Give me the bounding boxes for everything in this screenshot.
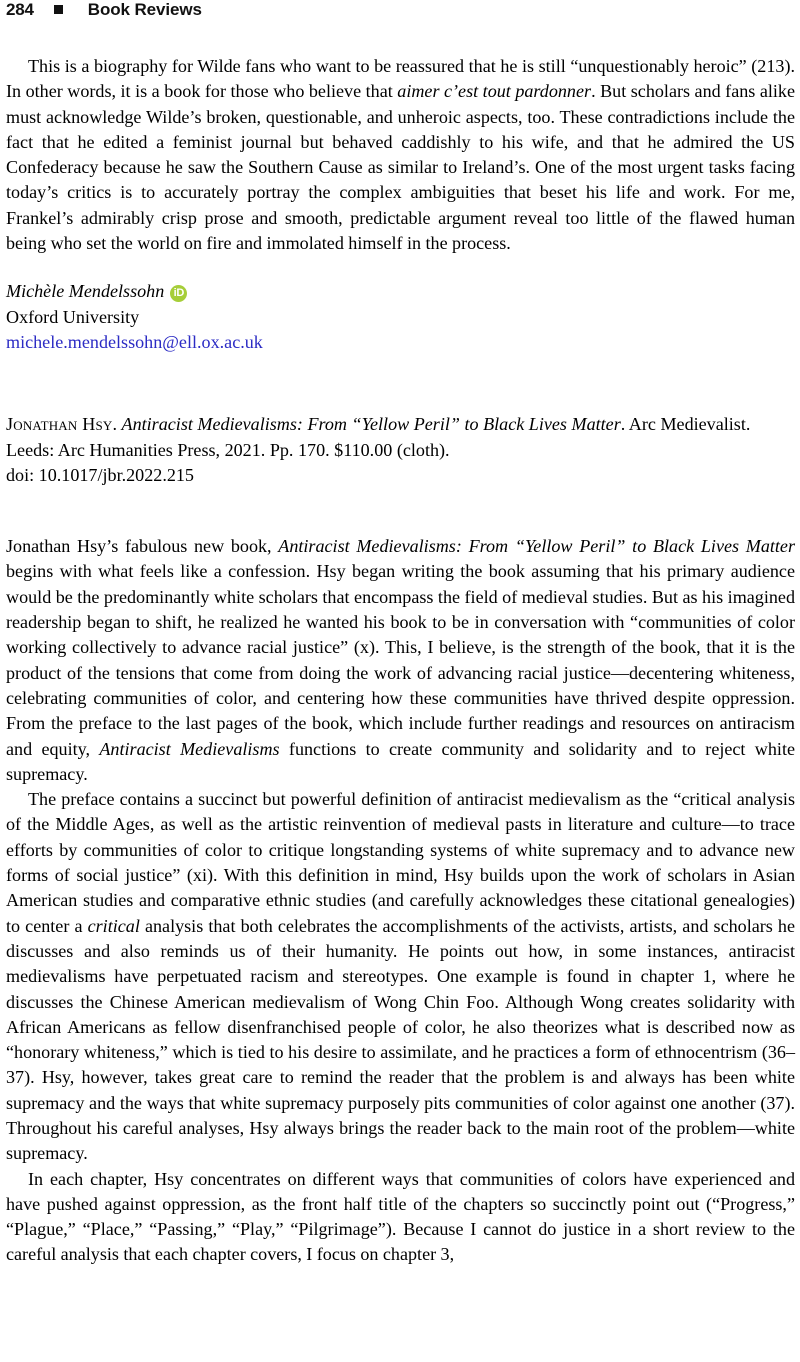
paragraph-run-roman: functions to create community and solidarity and to reject white supremacy. [6, 738, 795, 784]
book-citation [6, 412, 795, 488]
running-head [6, 0, 202, 20]
reviewer-signature-block [6, 279, 795, 355]
paragraph-run-roman: The preface contains a succinct but powerful definition of antiracist medievalism as the “critical analysis of the Middle Ages, as well as the artistic reinvention of medieval pasts in literature and culture—to trace efforts by communities of color to critique longstanding systems of white supremacy and to advance new forms of social justice” (xi). With this definition in mind, Hsy builds upon the work of scholars in Asian American studies and comparative ethnic studies (and carefully acknowledges these citational genealogies) to center a [6, 789, 795, 936]
paragraph-run-roman: begins with what feels like a confession. Hsy began writing the book assuming that his primary audience would be the predominantly white scholars that encompass the field of medieval studies. But as his imagined readership began to shift, he realized he wanted his book to be in conversation with “communities of color working collectively to advance racial justice” (x). This, I believe, is the strength of the book, that it is the product of the tensions that come from doing the work of advancing racial justice—decentering whiteness, celebrating communities of color, and centering how these communities have thrived despite oppression. From the preface to the last pages of the book, which include further readings and resources on antiracism and equity, [6, 561, 795, 759]
review-body [6, 534, 795, 1268]
running-head-title: Book Reviews [87, 0, 202, 19]
citation-author: Jonathan Hsy [6, 414, 113, 435]
review-paragraph-3 [6, 1167, 795, 1268]
paragraph-run-roman: Jonathan Hsy’s fabulous new book, [6, 536, 279, 557]
citation-book-title: Antiracist Medievalisms: From “Yellow Peril” to Black Lives Matter [121, 414, 621, 435]
paragraph-run-italic: Antiracist Medievalisms: From “Yellow Peril” to Black Lives Matter [278, 536, 796, 557]
citation-publication-details: . Arc Medievalist. Leeds: Arc Humanities Press, 2021. Pp. 170. $110.00 (cloth). [6, 414, 751, 460]
paragraph-run-italic: aimer c’est tout pardonner [397, 81, 592, 102]
paragraph-run-italic: Antiracist Medievalisms [99, 738, 280, 759]
paragraph-run-roman: analysis that both celebrates the accomplishments of the activists, artists, and scholars he discusses and also reminds us of their humanity. He points out how, in some instances, antiracist medievalisms have perpetuated racism and stereotypes. One example is found in chapter 1, where he discusses the Chinese American medievalism of Wong Chin Foo. Although Wong creates solidarity with African Americans as fellow disenfranchised people of color, he also theorizes what is described now as “honorary whiteness,” which is tied to his desire to assimilate, and he practices a form of ethnocentrism (36–37). Hsy, however, takes great care to remind the reader that the problem is and always has been white supremacy and the ways that white supremacy purposely pits communities of color against one another (37). Throughout his careful analyses, Hsy always brings the reader back to the main root of the problem—white supremacy. [6, 915, 795, 1164]
paragraph-run-roman: In each chapter, Hsy concentrates on different ways that communities of colors have experienced and have pushed against oppression, as the front half title of the chapters so succinctly point out (“Progress,” “Plague,” “Place,” “Passing,” “Play,” “Pilgrimage”). Because I cannot do justice in a short review to the careful analysis that each chapter covers, I focus on chapter 3, [6, 1168, 795, 1265]
reviewer-email-link[interactable]: michele.mendelssohn@ell.ox.ac.uk [6, 331, 263, 352]
paragraph-run-lead: This is a biography for Wilde fans who want to be reassured that he is still “unquestionably heroic” (213). In other words, it is a book for those who believe that [6, 56, 795, 102]
citation-doi: doi: 10.1017/jbr.2022.215 [6, 464, 194, 485]
text-column [6, 54, 795, 1268]
previous-review-closing-paragraph [6, 54, 795, 256]
review-paragraph-2 [6, 787, 795, 1166]
reviewer-affiliation: Oxford University [6, 306, 140, 327]
review-paragraph-1 [6, 534, 795, 787]
reviewer-name: Michèle Mendelssohn [6, 281, 165, 302]
orcid-id-icon[interactable]: iD [170, 285, 187, 302]
square-bullet-icon [54, 5, 63, 14]
paragraph-run-italic: critical [87, 915, 140, 936]
paragraph-run-tail: . But scholars and fans alike must acknowledge Wilde’s broken, questionable, and unheroic aspects, too. These contradictions include the fact that he edited a feminist journal but behaved caddishly to his wife, and that he admired the US Confederacy because he saw the Southern Cause as similar to Ireland’s. One of the most urgent tasks facing today’s critics is to accurately portray the complex ambiguities that beset his life and work. For me, Frankel’s admirably crisp prose and smooth, predictable argument reveal too little of the flawed human being who set the world on fire and immolated himself in the process. [6, 81, 795, 254]
citation-author-trailing: . [112, 414, 122, 435]
reviewer-name-line [6, 279, 795, 304]
page-number: 284 [6, 0, 34, 19]
